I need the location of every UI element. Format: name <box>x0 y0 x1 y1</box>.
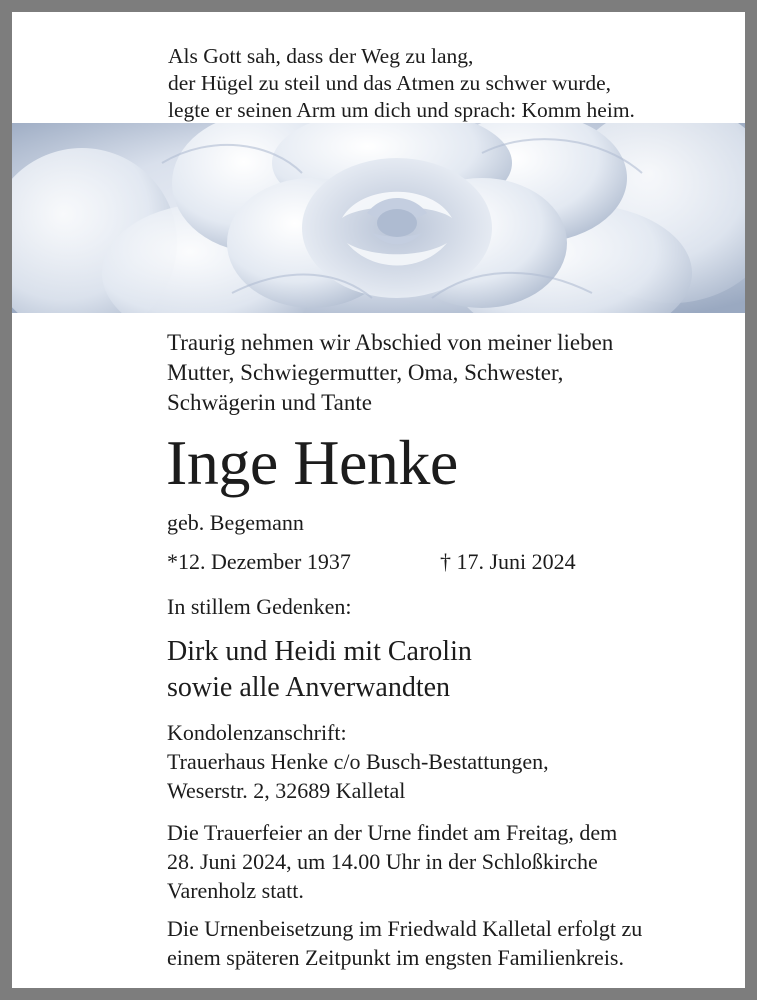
condolence-line: Trauerhaus Henke c/o Busch-Bestattungen, <box>167 749 549 774</box>
ceremony-info <box>167 818 617 905</box>
rose-illustration <box>12 123 745 313</box>
condolence-line: Kondolenzanschrift: <box>167 720 347 745</box>
intro-line: Schwägerin und Tante <box>167 390 372 415</box>
intro-line: Traurig nehmen wir Abschied von meiner lieben <box>167 330 614 355</box>
burial-line: Die Urnenbeisetzung im Friedwald Kalletal erfolgt zu <box>167 916 643 941</box>
mourners-line: sowie alle Anverwandten <box>167 672 451 703</box>
memorial-label: In stillem Gedenken: <box>167 594 352 619</box>
intro-line: Mutter, Schwiegermutter, Oma, Schwester, <box>167 360 564 385</box>
poem-line: Als Gott sah, dass der Weg zu lang, <box>168 44 474 68</box>
white-rose-image <box>12 123 745 313</box>
condolence-address <box>167 718 549 805</box>
ceremony-line: Varenholz statt. <box>167 878 304 903</box>
farewell-intro <box>167 328 613 418</box>
mourners-line: Dirk und Heidi mit Carolin <box>167 636 472 667</box>
ceremony-line: 28. Juni 2024, um 14.00 Uhr in der Schloßkirche <box>167 849 598 874</box>
burial-info <box>167 914 642 972</box>
poem-line: der Hügel zu steil und das Atmen zu schwer wurde, <box>168 71 612 95</box>
poem <box>168 43 635 124</box>
poem-line: legte er seinen Arm um dich und sprach: Komm heim. <box>168 98 635 122</box>
birth-date: *12. Dezember 1937 <box>167 549 351 574</box>
burial-line: einem späteren Zeitpunkt im engsten Familienkreis. <box>167 945 624 970</box>
mourners <box>167 634 472 706</box>
maiden-name: geb. Begemann <box>167 510 304 535</box>
ceremony-line: Die Trauerfeier an der Urne findet am Freitag, dem <box>167 820 618 845</box>
death-date: † 17. Juni 2024 <box>440 549 576 574</box>
deceased-name: Inge Henke <box>166 427 458 498</box>
condolence-line: Weserstr. 2, 32689 Kalletal <box>167 778 406 803</box>
